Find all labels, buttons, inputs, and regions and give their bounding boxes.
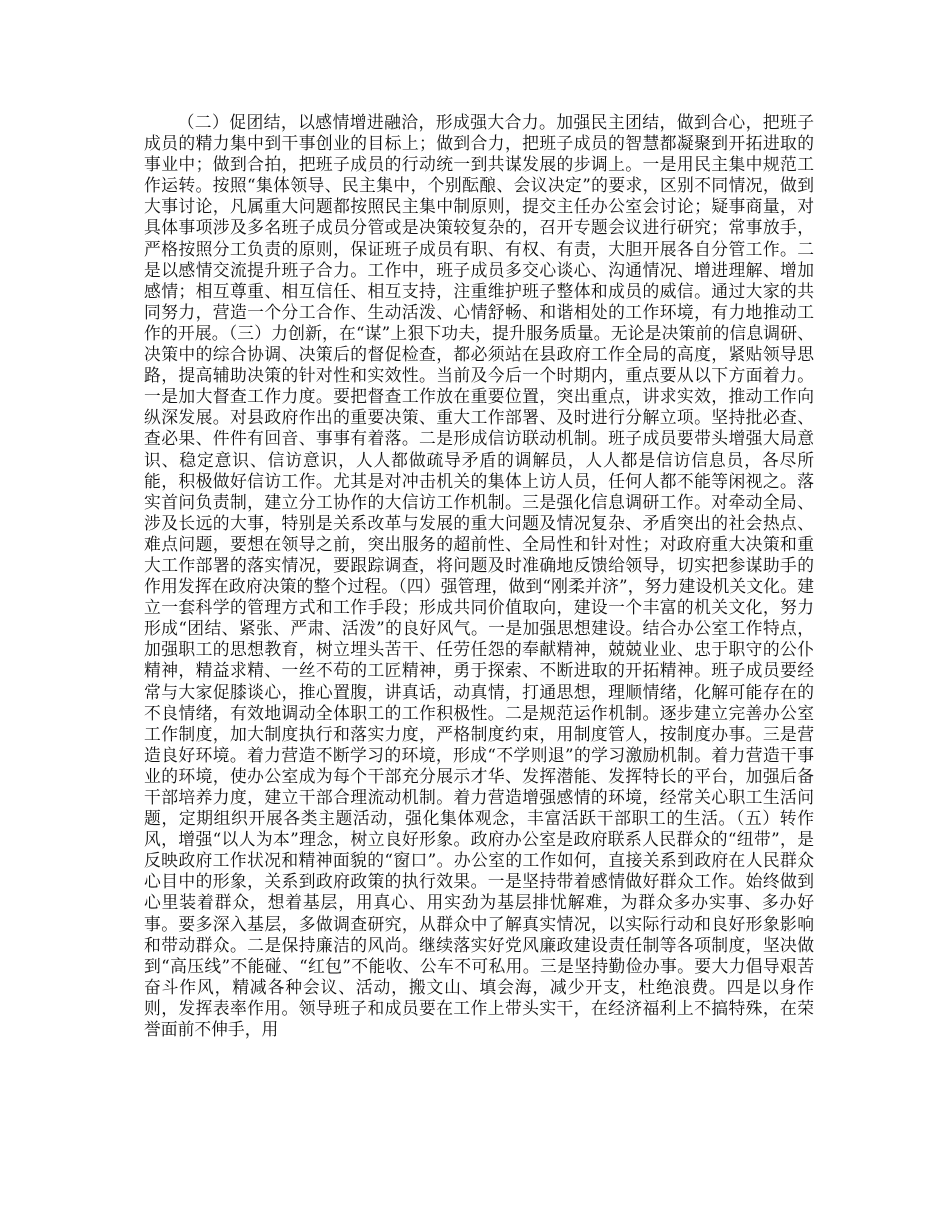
body-paragraph: （二）促团结，以感情增进融洽，形成强大合力。加强民主团结，做到合心，把班子成员的精力集中到干事创业的目标上；做到合力，把班子成员的智慧都凝聚到开拓进取的事业中；做到合拍，把班子成员的行动统一到共谋发展的步调上。一是用民主集中规范工作运转。按照“集体领导、民主集中，个别酝酿、会议决定”的要求，区别不同情况，做到大事讨论，凡属重大问题都按照民主集中制原则，提交主任办公室会讨论；疑事商量，对具体事项涉及多名班子成员分管或是决策较复杂的，召开专题会议进行研究；常事放手，严格按照分工负责的原则，保证班子成员有职、有权、有责，大胆开展各自分管工作。二是以感情交流提升班子合力。工作中，班子成员多交心谈心、沟通情况、增进理解、增加感情；相互尊重、相互信任、相互支持，注重维护班子整体和成员的威信。通过大家的共同努力，营造一个分工合作、生动活泼、心情舒畅、和谐相处的工作环境，有力地推动工作的开展。（三）力创新，在“谋”上狠下功夫，提升服务质量。无论是决策前的信息调研、决策中的综合协调、决策后的督促检查，都必须站在县政府工作全局的高度，紧贴领导思路，提高辅助决策的针对性和实效性。当前及今后一个时期内，重点要从以下方面着力。一是加大督查工作力度。要把督查工作放在重要位置，突出重点，讲求实效，推动工作向纵深发展。对县政府作出的重要决策、重大工作部署、及时进行分解立项。坚持批必查、查必果、件件有回音、事事有着落。二是形成信访联动机制。班子成员要带头增强大局意识、稳定意识、信访意识，人人都做疏导矛盾的调解员，人人都是信访信息员，各尽所能，积极做好信访工作。尤其是对冲击机关的集体上访人员，任何人都不能等闲视之。落实首问负责制，建立分工协作的大信访工作机制。三是强化信息调研工作。对牵动全局、涉及长远的大事，特别是关系改革与发展的重大问题及情况复杂、矛盾突出的社会热点、难点问题，要想在领导之前，突出服务的超前性、全局性和针对性；对政府重大决策和重大工作部署的落实情况，要跟踪调查，将问题及时准确地反馈给领导，切实把参谋助手的作用发挥在政府决策的整个过程。（四）强管理，做到“刚柔并济”，努力建设机关文化。建立一套科学的管理方式和工作手段；形成共同价值取向，建设一个丰富的机关文化，努力形成“团结、紧张、严肃、活泼”的良好风气。一是加强思想建设。结合办公室工作特点，加强职工的思想教育，树立埋头苦干、任劳任怨的奉献精神，兢兢业业、忠于职守的公仆精神，精益求精、一丝不苟的工匠精神，勇于探索、不断进取的开拓精神。班子成员要经常与大家促膝谈心，推心置腹，讲真话，动真情，打通思想，理顺情绪，化解可能存在的不良情绪，有效地调动全体职工的工作积极性。二是规范运作机制。逐步建立完善办公室工作制度，加大制度执行和落实力度，严格制度约束，用制度管人，按制度办事。三是营造良好环境。着力营造不断学习的环境，形成“不学则退”的学习激励机制。着力营造干事业的环境，使办公室成为每个干部充分展示才华、发挥潜能、发挥特长的平台，加强后备干部培养力度，建立干部合理流动机制。着力营造增强感情的环境，经常关心职工生活问题，定期组织开展各类主题活动，强化集体观念，丰富活跃干部职工的生活。（五）转作风，增强“以人为本”理念，树立良好形象。政府办公室是政府联系人民群众的“纽带”，是反映政府工作状况和精神面貌的“窗口”。办公室的工作如何，直接关系到政府在人民群众心目中的形象，关系到政府政策的执行效果。一是坚持带着感情做好群众工作。始终做到心里装着群众，想着基层，用真心、用实劲为基层排忧解难，为群众多办实事、多办好事。要多深入基层，多做调查研究，从群众中了解真实情况，以实际行动和良好形象影响和带动群众。二是保持廉洁的风尚。继续落实好党风廉政建设责任制等各项制度，坚决做到“高压线”不能碰、“红包”不能收、公车不可私用。三是坚持勤俭办事。要大力倡导艰苦奋斗作风，精减各种会议、活动，搬文山、填会海，减少开支，杜绝浪费。四是以身作则，发挥表率作用。领导班子和成员要在工作上带头实干，在经济福利上不搞特殊，在荣誉面前不伸手，用 [144, 112, 814, 1040]
